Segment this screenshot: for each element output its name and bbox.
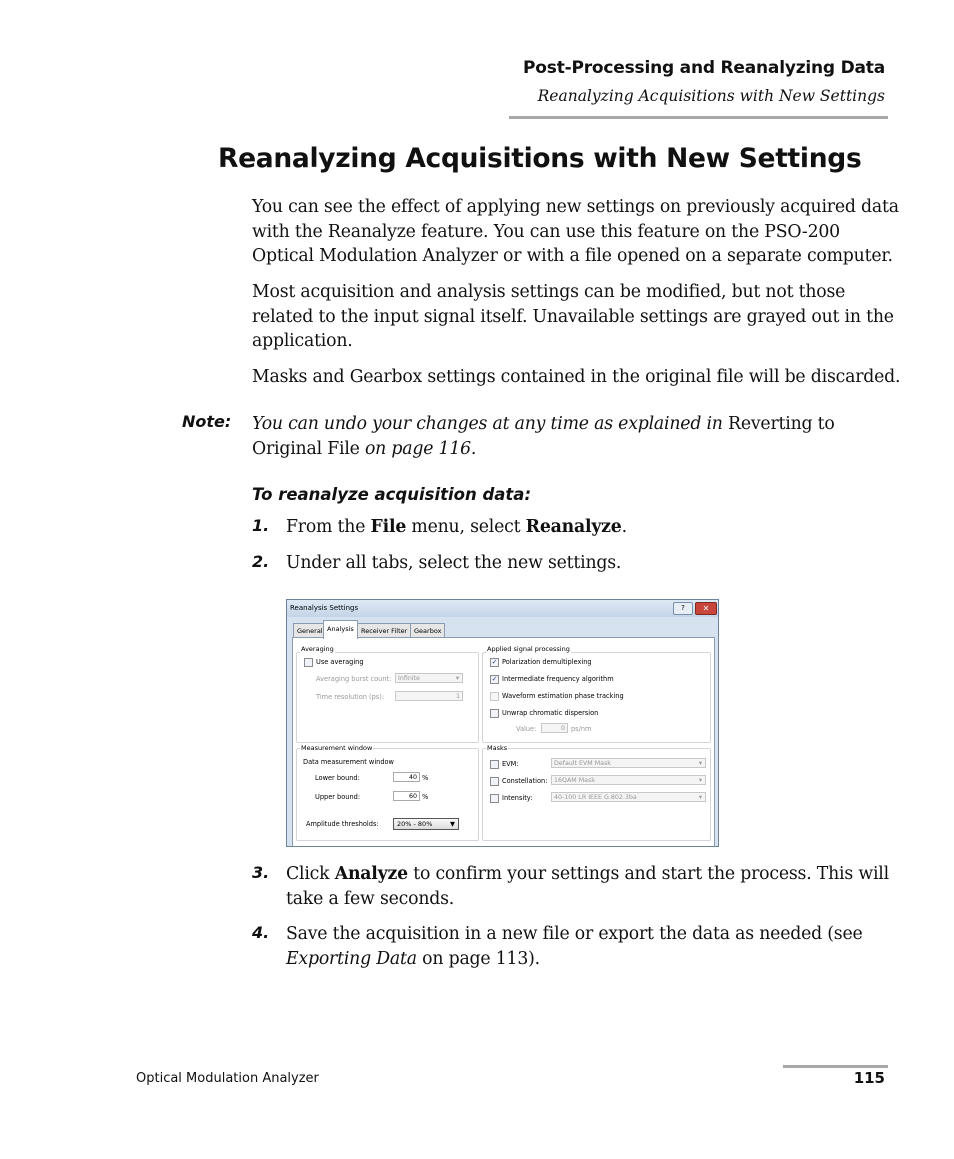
- lower-bound-input[interactable]: 40: [393, 772, 420, 782]
- step-2: Under all tabs, select the new settings.: [286, 553, 622, 573]
- unit: ps/nm: [571, 725, 592, 733]
- note-text-1: You can undo your changes at any time as explained in: [252, 414, 729, 434]
- section-header: Reanalyzing Acquisitions with New Settings: [537, 87, 885, 105]
- t: Click: [286, 864, 335, 884]
- t: .: [621, 517, 627, 537]
- label: Upper bound:: [315, 793, 361, 801]
- unit: %: [422, 793, 429, 801]
- paragraph: Most acquisition and analysis settings can be modified, but not those related to the input signal itself. Unavailable settings are grayed out in the application.: [252, 282, 894, 351]
- dispersion-value-input[interactable]: 0: [541, 723, 568, 733]
- step-number: 1.: [252, 516, 270, 535]
- amplitude-thresholds-select[interactable]: [393, 818, 459, 830]
- chevron-down-icon: ▼: [450, 820, 455, 828]
- close-button[interactable]: ✕: [695, 602, 717, 615]
- label: Use averaging: [316, 658, 364, 666]
- time-resolution-input[interactable]: 1: [395, 691, 463, 701]
- analyze-keyword: Analyze: [334, 864, 408, 884]
- tab-general[interactable]: General: [293, 623, 327, 638]
- note-label: Note:: [182, 412, 232, 431]
- menu-reanalyze: Reanalyze: [525, 517, 622, 537]
- chromatic-dispersion-checkbox[interactable]: [490, 709, 499, 718]
- polarization-checkbox[interactable]: ✓: [491, 658, 498, 666]
- t: to confirm your settings and start the process. This will take a few seconds.: [286, 864, 889, 909]
- label: Unwrap chromatic dispersion: [502, 709, 599, 717]
- procedure-heading: To reanalyze acquisition data:: [252, 485, 532, 504]
- footer-rule: [783, 1065, 888, 1068]
- menu-file: File: [370, 517, 407, 537]
- intensity-checkbox[interactable]: [490, 794, 499, 803]
- label: Value:: [516, 725, 537, 733]
- exporting-data-link[interactable]: Exporting Data: [286, 948, 417, 969]
- t: menu, select: [406, 517, 526, 537]
- unit: %: [422, 774, 429, 782]
- note-text: [252, 412, 852, 461]
- paragraph: Masks and Gearbox settings contained in the original file will be discarded.: [252, 367, 901, 387]
- step-1: [286, 515, 906, 540]
- upper-bound-input[interactable]: 60: [393, 791, 420, 801]
- burst-count-select[interactable]: Infinite ▾: [395, 673, 463, 683]
- label: Lower bound:: [315, 774, 360, 782]
- tab-analysis[interactable]: Analysis: [323, 620, 358, 639]
- constellation-checkbox[interactable]: [490, 777, 499, 786]
- if-algorithm-checkbox[interactable]: ✓: [491, 675, 498, 683]
- paragraph: You can see the effect of applying new settings on previously acquired data with the Reanalyze feature. You can use this feature on the PSO-200 Optical Modulation Analyzer or with a file opened on a separate computer.: [252, 197, 899, 266]
- label: Waveform estimation phase tracking: [502, 692, 624, 700]
- label: Polarization demultiplexing: [502, 658, 592, 666]
- intensity-mask-select[interactable]: 40-100 LR IEEE G.802.3ba ▾: [551, 792, 706, 802]
- chapter-header: Post-Processing and Reanalyzing Data: [523, 58, 885, 78]
- label: Intensity:: [502, 794, 533, 802]
- group-label: Masks: [487, 744, 508, 752]
- t: From the: [286, 517, 371, 537]
- page-title: Reanalyzing Acquisitions with New Settings: [218, 143, 862, 174]
- label: EVM:: [502, 760, 519, 768]
- label: Data measurement window: [303, 758, 394, 766]
- step-number: 3.: [252, 863, 270, 882]
- page-number: 115: [853, 1069, 885, 1087]
- label: Time resolution (ps):: [316, 693, 385, 701]
- t: on page 113).: [416, 948, 540, 969]
- step-4: [286, 922, 906, 971]
- evm-mask-select[interactable]: Default EVM Mask ▾: [551, 758, 706, 768]
- tab-gearbox[interactable]: Gearbox: [410, 623, 445, 638]
- footer-product: Optical Modulation Analyzer: [136, 1071, 319, 1086]
- label: Averaging burst count:: [316, 675, 392, 683]
- label: Constellation:: [502, 777, 548, 785]
- dialog-title: Reanalysis Settings: [290, 604, 359, 612]
- step-number: 4.: [252, 923, 270, 942]
- label: Intermediate frequency algorithm: [502, 675, 614, 683]
- label: Amplitude thresholds:: [306, 820, 379, 828]
- selected-value: 20% - 80%: [397, 820, 433, 828]
- note-link[interactable]: Reverting to Original File: [252, 414, 835, 459]
- constellation-mask-select[interactable]: 16QAM Mask ▾: [551, 775, 706, 785]
- group-label: Measurement window: [301, 744, 373, 752]
- t: Save the acquisition in a new file or export the data as needed (see: [286, 924, 863, 944]
- tab-receiver-filter[interactable]: Receiver Filter: [357, 623, 411, 638]
- header-rule: [509, 116, 888, 119]
- use-averaging-checkbox[interactable]: [304, 658, 313, 667]
- reanalysis-settings-dialog: [286, 599, 719, 847]
- help-button[interactable]: ?: [673, 602, 693, 615]
- step-3: [286, 862, 906, 911]
- note-text-2: on page 116.: [359, 438, 477, 459]
- step-number: 2.: [252, 552, 270, 571]
- group-label: Applied signal processing: [487, 645, 570, 653]
- evm-checkbox[interactable]: [490, 760, 499, 769]
- group-label: Averaging: [301, 645, 334, 653]
- phase-tracking-checkbox[interactable]: [490, 692, 499, 701]
